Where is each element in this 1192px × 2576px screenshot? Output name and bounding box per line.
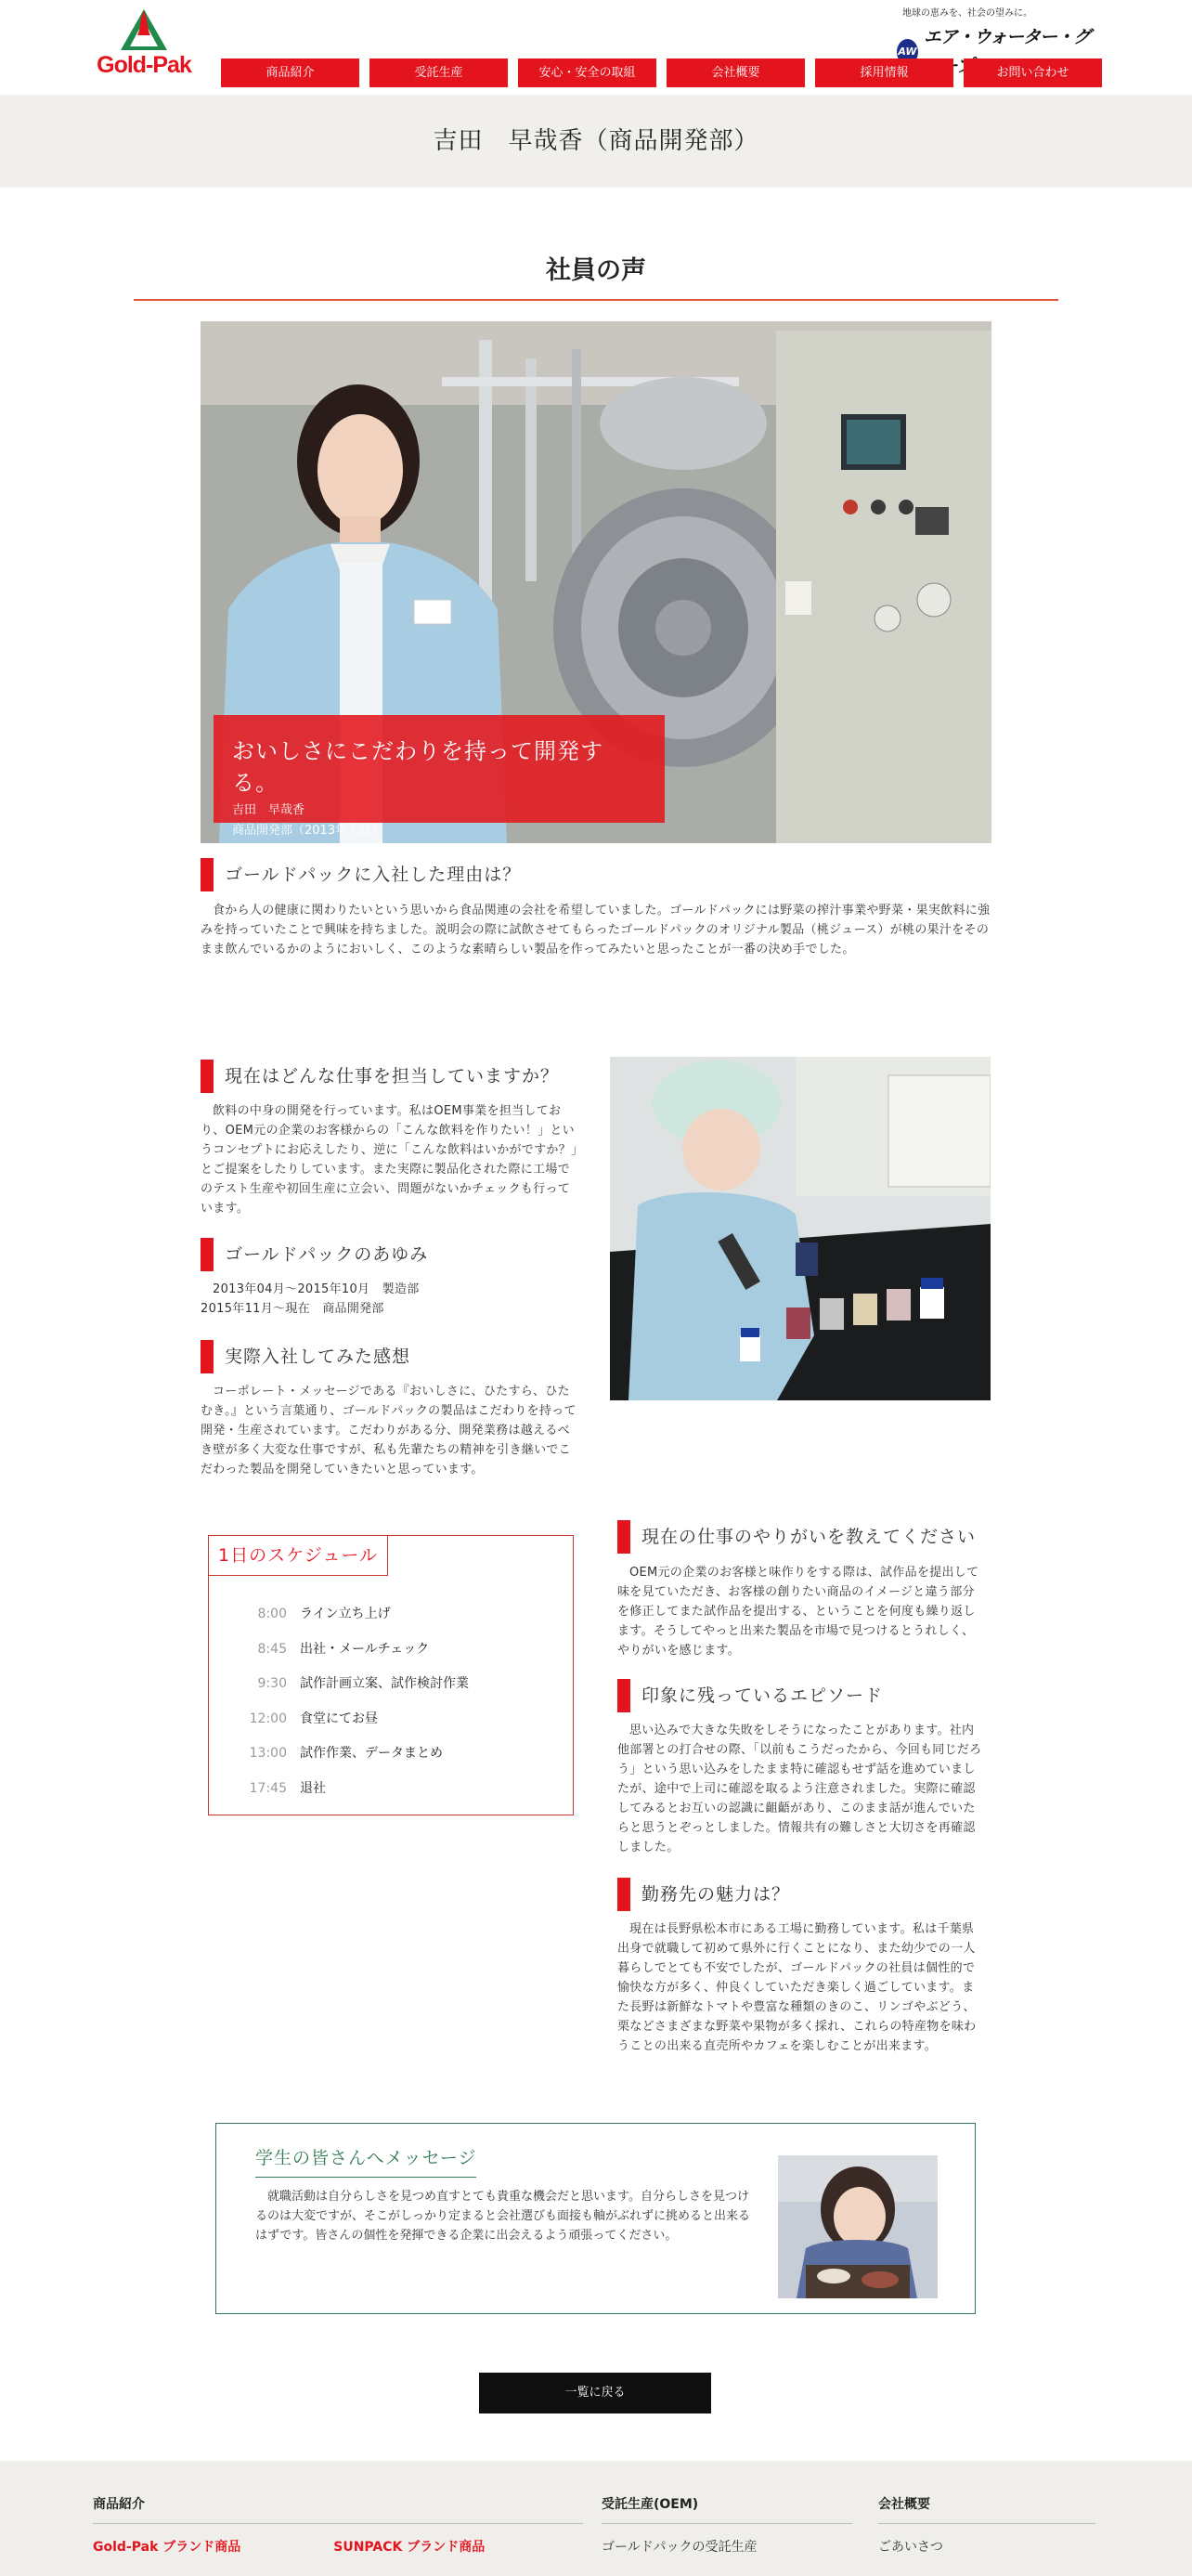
question-heading: [201, 1238, 428, 1271]
question-text: ゴールドパックのあゆみ: [225, 1243, 429, 1265]
logo-mark-icon: [119, 7, 169, 52]
lab-photo-illustration: [610, 1057, 991, 1400]
footer-link-sunpack-brand[interactable]: SUNPACK ブランド商品: [333, 2539, 486, 2555]
message-photo-illustration: [778, 2155, 938, 2298]
question-heading: [201, 1340, 410, 1373]
schedule-item: [209, 1633, 573, 1668]
section-title: 社員の声: [134, 253, 1058, 301]
answer-text: OEM元の企業のお客様と味作りをする際は、試作品を提出して味を見ていただき、お客様の創りたい商品のイメージと違う部分を修正してまた試作品を提出する、ということを何度も繰り返します。そうしてやっと出来た製品を市場で見つけるとうれしく、やりがいを感じます。: [617, 1566, 979, 1658]
answer-text: 思い込みで大きな失敗をしそうになったことがあります。社内他部署との打合せの際、「以前もこうだったから、今回も同じだろう」という思い込みをしたまま特に確認もせず話を進めていましたが、途中で上司に確認を取るよう注意されました。実際に確認してみるとお互いの認識に齟齬があり、このまま話が進んでいたらと思うとぞっとしました。情報共有の難しさと大切さを再確認しました。: [617, 1724, 982, 1854]
schedule-time: 13:00: [249, 1746, 287, 1762]
global-nav: [221, 59, 1102, 87]
red-accent-bar: [201, 858, 214, 891]
site-footer: [0, 2461, 1192, 2576]
schedule-item: [209, 1667, 573, 1702]
logo-wordmark: Gold-Pak: [97, 52, 191, 78]
site-header: [0, 0, 1192, 95]
student-message-box: [215, 2123, 976, 2314]
message-title: 学生の皆さんへメッセージ: [255, 2144, 476, 2178]
footer-heading[interactable]: 受託生産(OEM): [602, 2494, 852, 2524]
schedule-time: 9:30: [257, 1676, 287, 1692]
nav-recruit[interactable]: 採用情報: [815, 59, 953, 87]
question-heading: [617, 1679, 883, 1712]
schedule-time: 17:45: [249, 1780, 287, 1796]
message-photo: [778, 2155, 938, 2298]
question-text: 現在はどんな仕事を担当していますか？: [225, 1065, 560, 1086]
nav-oem[interactable]: 受託生産: [369, 59, 508, 87]
group-name: エア・ウォーター・グ ープ: [923, 27, 1091, 76]
answer-text: コーポレート・メッセージである『おいしさに、ひたすら、ひたむき。』という言葉通り、ゴールドパックの製品はこだわりを持って開発・生産されています。こだわりがある分、開発業務は越えるべき壁が多く大変な仕事ですが、私も先輩たちの精神を引き継いでこだわった製品を開発していきたいと思っています。: [201, 1385, 577, 1477]
red-accent-bar: [201, 1060, 214, 1093]
footer-oem-column: [602, 2494, 852, 2557]
lab-work-photo: [610, 1057, 991, 1400]
question-text: 勤務先の魅力は？: [641, 1883, 791, 1905]
schedule-title: 1日のスケジュール: [208, 1535, 388, 1576]
question-heading: [617, 1878, 790, 1911]
red-accent-bar: [201, 1340, 214, 1373]
schedule-item: [209, 1737, 573, 1772]
question-text: 実際入社してみた感想: [225, 1346, 411, 1367]
footer-heading[interactable]: 商品紹介: [93, 2494, 583, 2524]
schedule-activity: 食堂にてお昼: [300, 1711, 378, 1726]
question-heading: [201, 1060, 559, 1093]
red-accent-bar: [201, 1238, 214, 1271]
nav-company[interactable]: 会社概要: [667, 59, 805, 87]
hero-name: 吉田 早哉香: [232, 803, 305, 817]
group-tagline: 地球の恵みを、社会の望みに。: [902, 8, 1032, 19]
answer-text: 現在は長野県松本市にある工場に勤務しています。私は千葉県出身で就職して初めて県外に行くことになり、また幼少での一人暮らしでとても不安でしたが、ゴールドパックの社員は個性的で愉快な方が多く、仲良くしていただき楽しく過ごしています。また長野は新鮮なトマトや豊富な種類のきのこ、リンゴやぶどう、栗などさまざまな野菜や果物が多く採れ、これらの特産物を味わうことの出来る直売所やカフェを楽しむことが出来ます。: [617, 1922, 977, 2053]
nav-products[interactable]: 商品紹介: [221, 59, 359, 87]
schedule-time: 8:00: [257, 1607, 287, 1622]
schedule-activity: 試作計画立案、試作検討作業: [300, 1676, 469, 1692]
question-text: 印象に残っているエピソード: [641, 1685, 884, 1706]
nav-safety[interactable]: 安心・安全の取組: [518, 59, 656, 87]
schedule-activity: 出社・メールチェック: [300, 1641, 430, 1657]
schedule-activity: 退社: [300, 1780, 326, 1796]
footer-company-column: [878, 2494, 1095, 2557]
red-accent-bar: [617, 1878, 630, 1911]
question-heading: [201, 858, 521, 891]
footer-products-column: [93, 2494, 583, 2557]
hero-caption: [214, 715, 665, 838]
career-line-2: 2015年11月～現在 商品開発部: [201, 1302, 384, 1316]
hero-dept: 商品開発部（2013年入社）: [232, 824, 384, 838]
footer-heading[interactable]: 会社概要: [878, 2494, 1095, 2524]
footer-link-goldpak-brand[interactable]: Gold-Pak ブランド商品: [93, 2539, 241, 2555]
back-to-list-button[interactable]: 一覧に戻る: [479, 2373, 711, 2413]
career-line-1: 2013年04月～2015年10月 製造部: [213, 1282, 420, 1296]
gold-pak-logo[interactable]: [93, 7, 195, 82]
red-accent-bar: [617, 1520, 630, 1554]
footer-link-greeting[interactable]: ごあいさつ: [878, 2539, 943, 2555]
schedule-item: [209, 1772, 573, 1807]
air-water-emblem-icon: AW: [897, 39, 918, 65]
question-text: 現在の仕事のやりがいを教えてください: [641, 1526, 977, 1547]
message-body: 就職活動は自分らしさを見つめ直すとても貴重な機会だと思います。自分らしさを見つけるのは大変ですが、そこがしっかり定まると会社選びも面接も軸がぶれずに挑めると出来るはずです。皆さんの個性を発揮できる企業に出会えるよう頑張ってください。: [255, 2190, 751, 2243]
hero-photo: [201, 321, 991, 843]
page-title: 吉田 早哉香（商品開発部）: [0, 95, 1192, 188]
question-heading: [617, 1520, 976, 1554]
hero-headline: おいしさにこだわりを持って開発する。: [232, 738, 603, 796]
question-text: ゴールドパックに入社した理由は？: [225, 864, 522, 885]
red-accent-bar: [617, 1679, 630, 1712]
answer-text: 食から人の健康に関わりたいという思いから食品関連の会社を希望していました。ゴールドパックには野菜の搾汁事業や野菜・果実飲料に強みを持っていたことで興味を持ちました。説明会の際に試飲させてもらったゴールドパックのオリジナル製品（桃ジュース）が桃の果汁をそのまま飲んでいるかのようにおいしく、このような素晴らしい製品を作ってみたいと思ったことが一番の決め手でした。: [201, 904, 991, 956]
schedule-time: 12:00: [249, 1711, 287, 1726]
schedule-item: [209, 1597, 573, 1633]
answer-text: 飲料の中身の開発を行っています。私はOEM事業を担当しており、OEM元の企業のお客様からの「こんな飲料を作りたい！」というコンセプトにお応えしたり、逆に「こんな飲料はいかがですか？」とご提案をしたりしています。また実際に製品化された際に工場でのテスト生産や初回生産に立会い、問題がないかチェックも行っています。: [201, 1104, 577, 1216]
schedule-item: [209, 1702, 573, 1737]
footer-link-oem[interactable]: ゴールドパックの受託生産: [602, 2539, 758, 2555]
schedule-time: 8:45: [257, 1641, 287, 1657]
schedule-activity: 試作作業、データまとめ: [300, 1746, 443, 1762]
schedule-activity: ライン立ち上げ: [300, 1607, 391, 1622]
nav-contact[interactable]: お問い合わせ: [964, 59, 1102, 87]
daily-schedule: [208, 1535, 574, 1815]
